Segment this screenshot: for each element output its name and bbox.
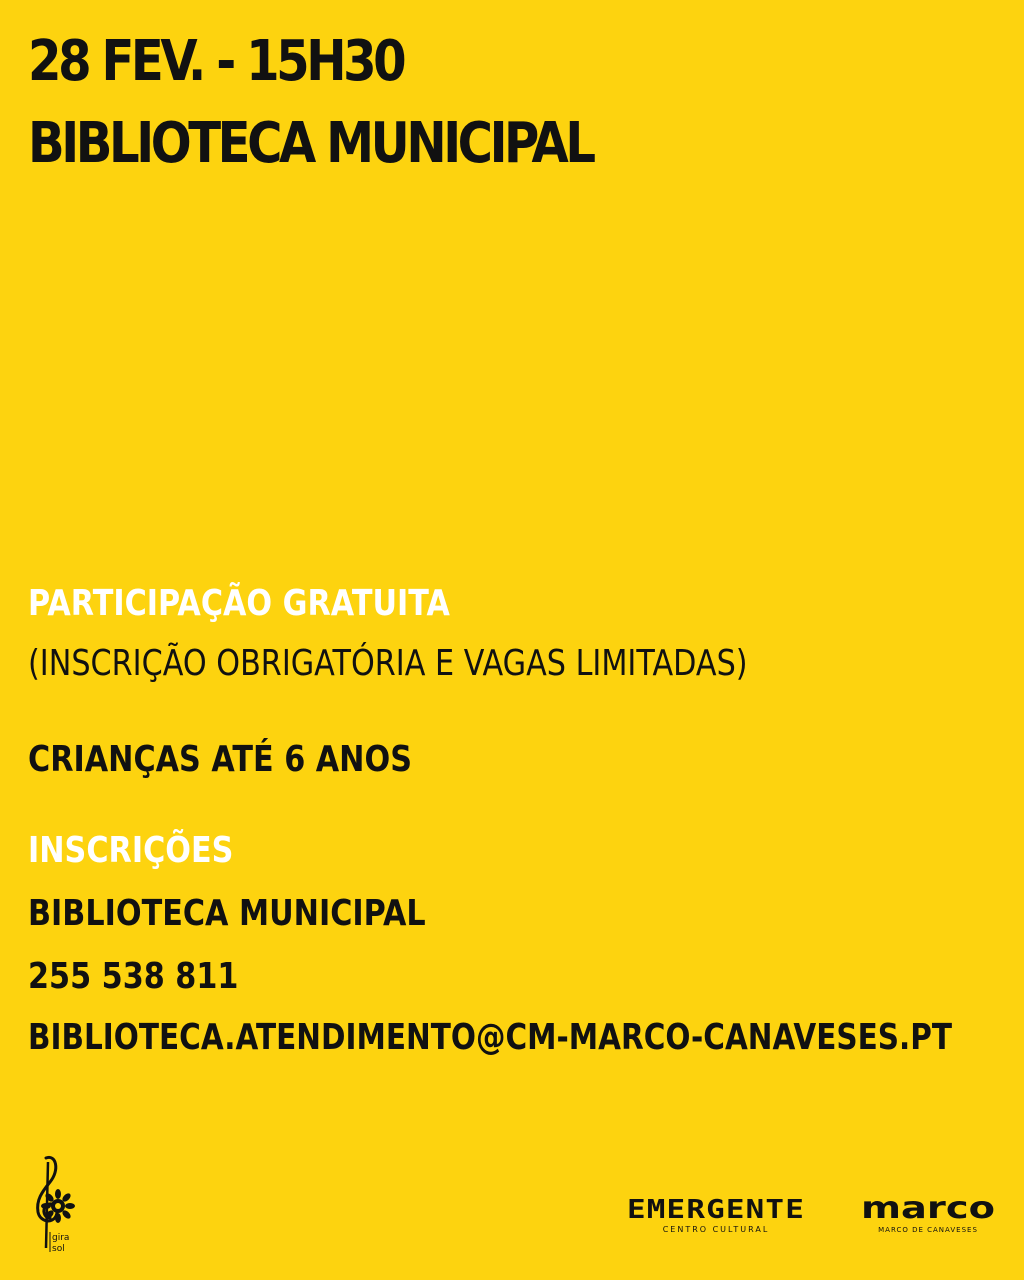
participation-label: PARTICIPAÇÃO GRATUITA <box>28 583 450 624</box>
marco-name: marco <box>861 1191 995 1226</box>
emergente-name: EMERGENTE <box>627 1195 805 1225</box>
registrations-email: BIBLIOTECA.ATENDIMENTO@CM-MARCO-CANAVESES.PT <box>28 1017 953 1058</box>
registration-note: (INSCRIÇÃO OBRIGATÓRIA E VAGAS LIMITADAS) <box>28 643 748 684</box>
emergente-logo-icon <box>624 1190 808 1236</box>
girasol-line2: sol <box>52 1244 65 1254</box>
age-limit: CRIANÇAS ATÉ 6 ANOS <box>28 739 412 780</box>
registrations-phone: 255 538 811 <box>28 956 239 997</box>
girasol-line1: gira <box>52 1233 70 1243</box>
girasol-logo-icon <box>26 1152 78 1256</box>
marco-subtitle: MARCO DE CANAVESES <box>878 1226 978 1234</box>
event-venue: BIBLIOTECA MUNICIPAL <box>28 111 593 176</box>
registrations-place: BIBLIOTECA MUNICIPAL <box>28 893 426 934</box>
emergente-subtitle: CENTRO CULTURAL <box>662 1225 770 1234</box>
event-date-time: 28 FEV. - 15H30 <box>28 29 404 94</box>
registrations-heading: INSCRIÇÕES <box>28 830 234 871</box>
marco-logo-icon <box>858 1190 998 1236</box>
